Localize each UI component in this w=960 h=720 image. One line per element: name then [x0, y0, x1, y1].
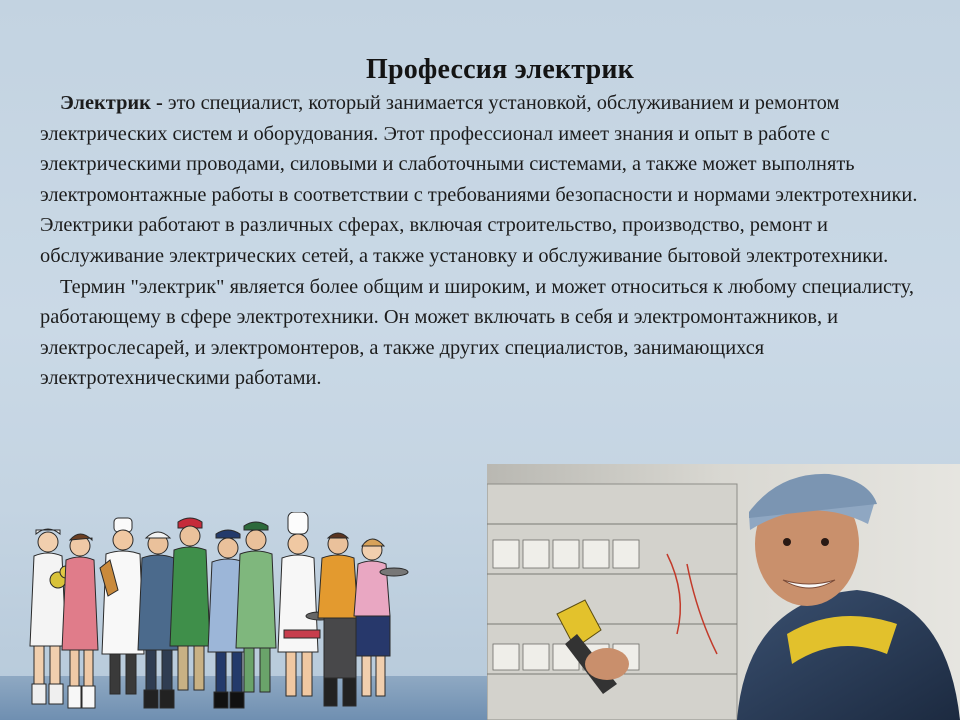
- paragraph-2: Термин "электрик" является более общим и широким, и может относиться к любому специалисту, работающему в сфере электротехники. Он может включать в себя и электромонтажников, и электрослесарей, и электромонтеров, а также других специалистов, занимающихся электротехническими работами.: [40, 275, 914, 390]
- professions-crowd-illustration: [20, 512, 410, 720]
- paragraph-1-text: это специалист, который занимается установкой, обслуживанием и ремонтом электрических систем и оборудования. Этот профессионал имеет знания и опыт в работе с электрическими проводами, силовыми и слаботочными системами, а также может выполнять электромонтажные работы в соответствии с требованиями безопасности и нормами электротехники. Электрики работают в различных сферах, включая строительство, производство, ремонт и обслуживание электрических сетей, а также установку и обслуживание бытовой электротехники.: [40, 92, 918, 267]
- term-electrician: Электрик -: [60, 92, 168, 114]
- slide-body: [40, 88, 925, 394]
- paragraph-1: [40, 88, 925, 272]
- electrician-at-panel-photo: [487, 464, 960, 720]
- slide-title: Профессия электрик: [365, 54, 635, 85]
